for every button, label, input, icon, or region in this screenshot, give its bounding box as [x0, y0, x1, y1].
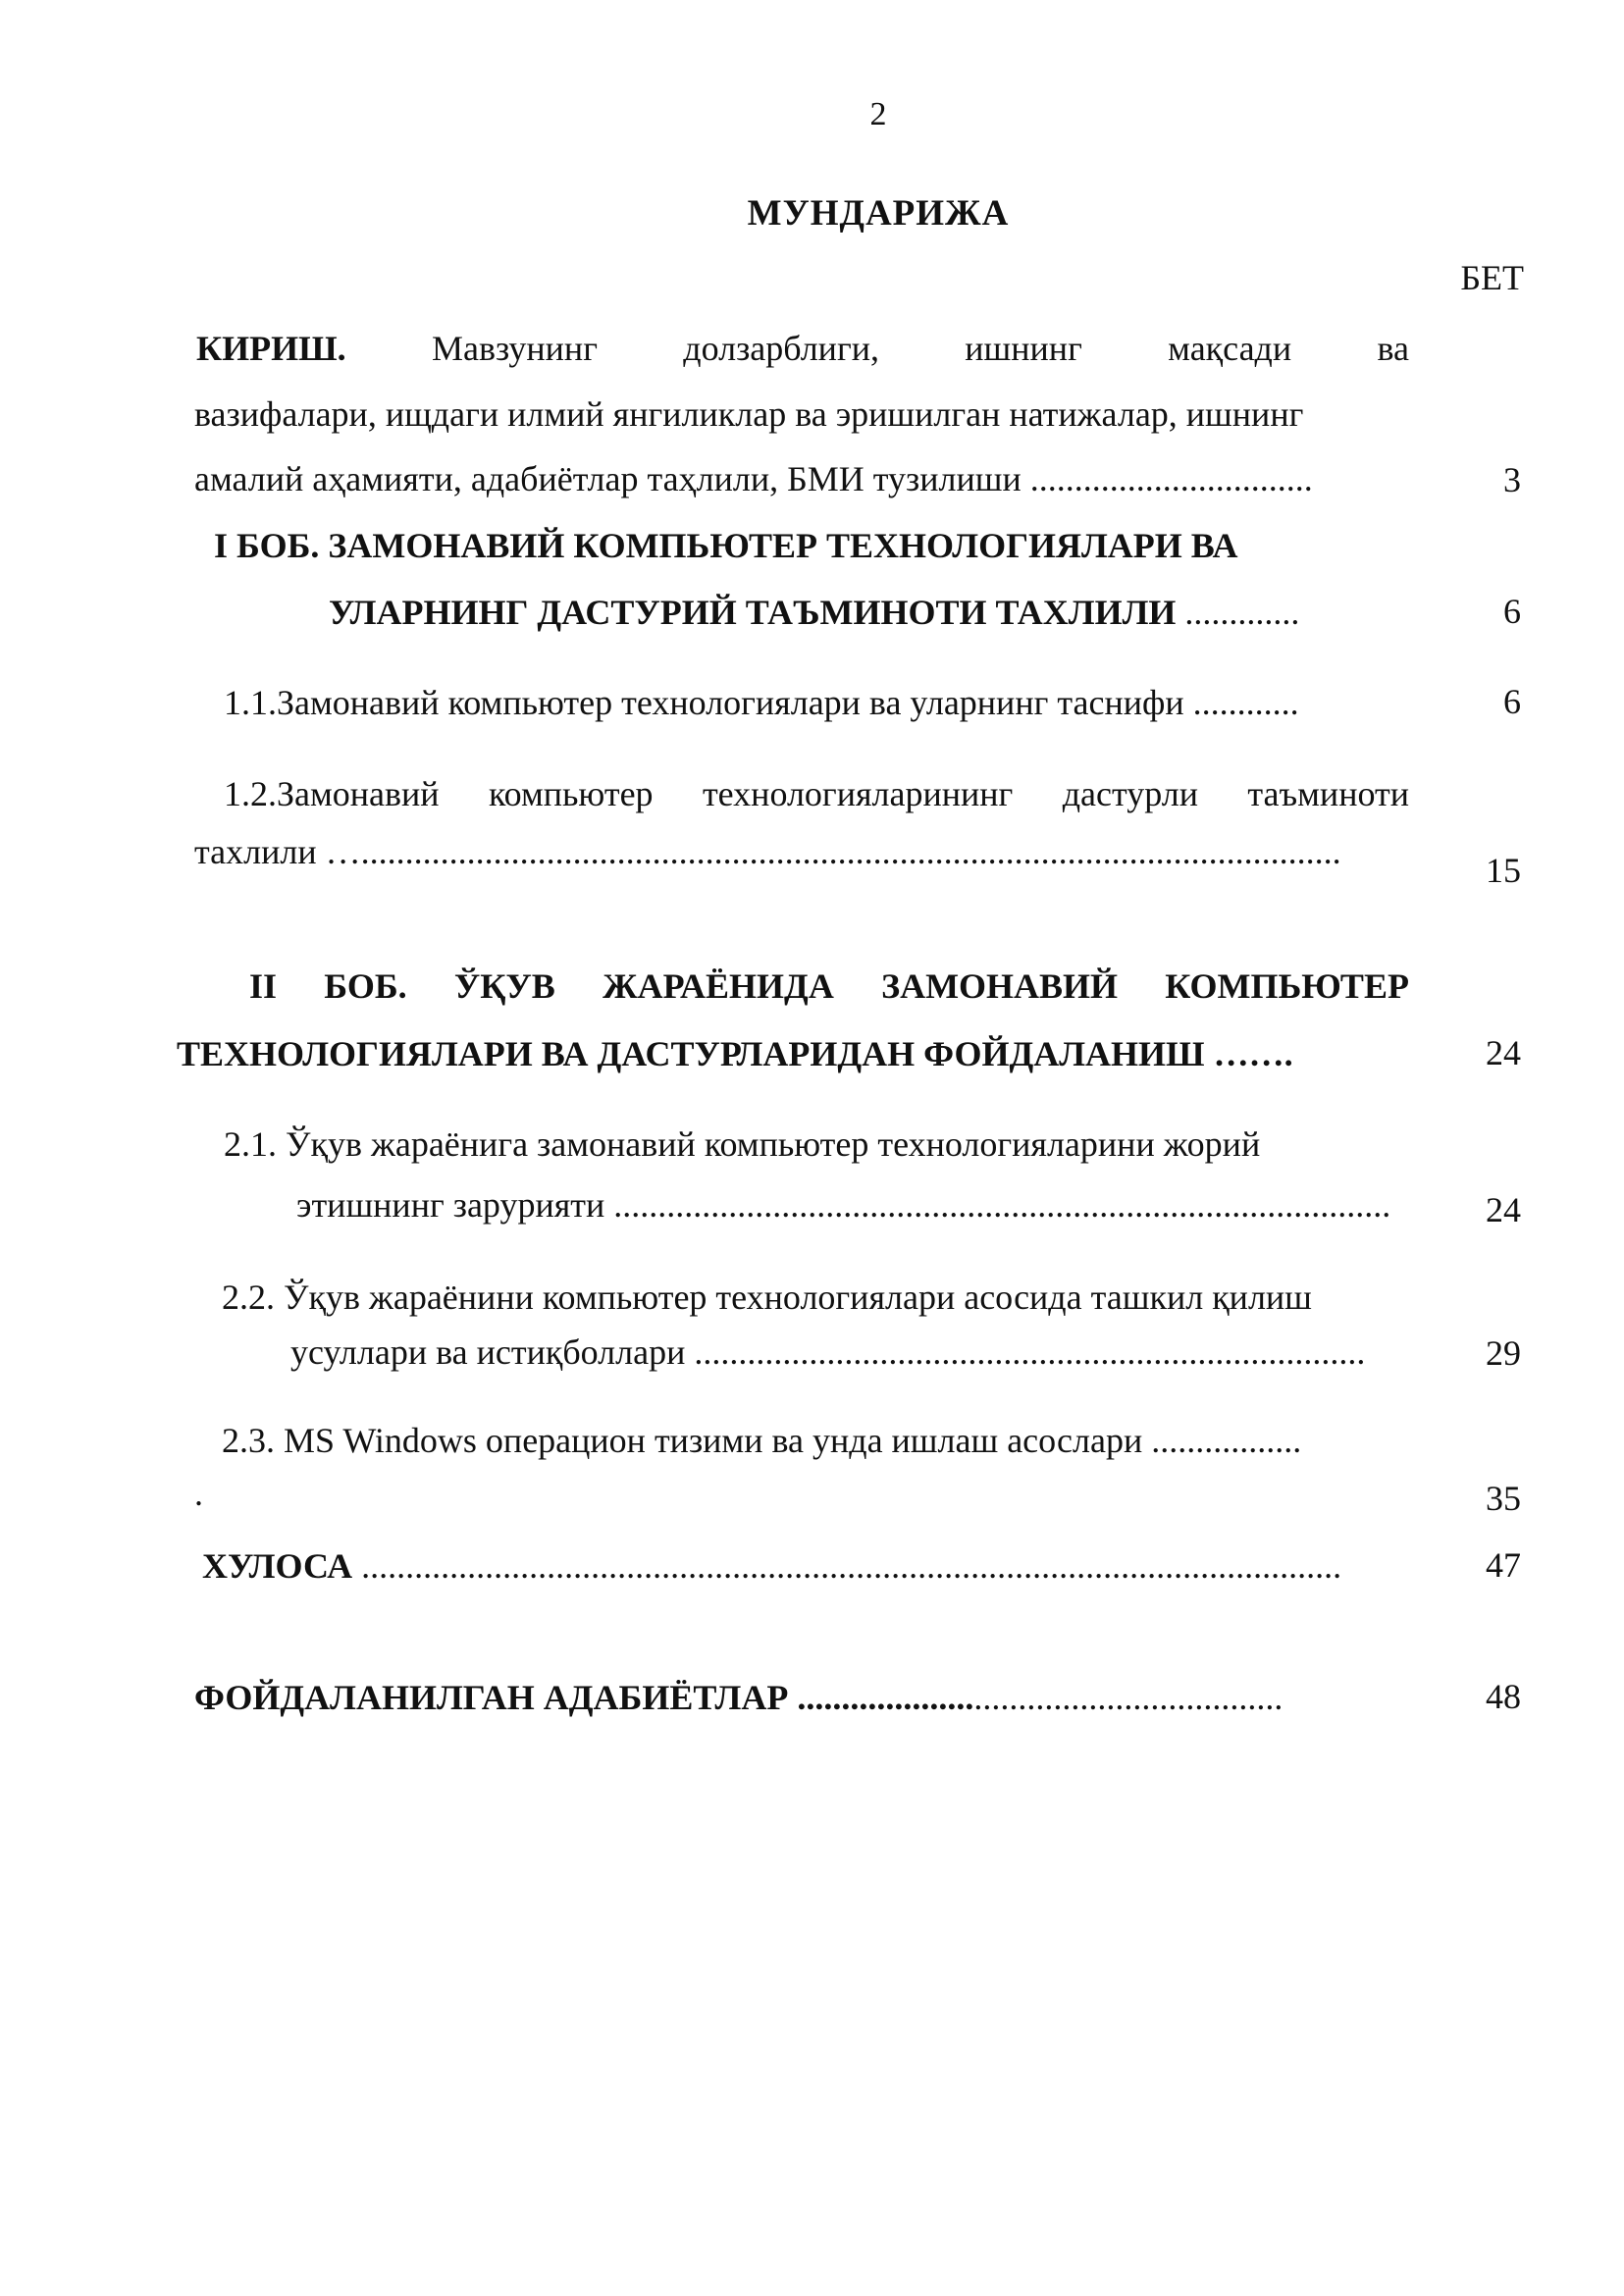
intro-word: ишнинг — [965, 329, 1082, 368]
chapter-1-line-2 — [329, 591, 1299, 634]
references-label: ФОЙДАЛАНИЛГАН АДАБИЁТЛАР — [194, 1678, 789, 1717]
references-page: 48 — [1486, 1677, 1521, 1716]
section-2-3-line-1: 2.3. MS Windows операцион тизими ва унда ишлаш асослари ................. — [222, 1421, 1302, 1460]
intro-page: 3 — [1503, 460, 1521, 499]
chapter-1-page: 6 — [1503, 592, 1521, 631]
page-column-header: БЕТ — [1460, 258, 1524, 297]
section-1-2-page: 15 — [1486, 851, 1521, 890]
intro-line-3: амалий аҳамияти, адабиётлар таҳлили, БМИ тузилиши ................................ — [194, 459, 1313, 498]
chapter-2-word: КОМПЬЮТЕР — [1165, 966, 1409, 1006]
intro-word: долзарблиги, — [683, 329, 879, 368]
chapter-2-word: ЎҚУВ — [453, 966, 555, 1006]
section-1-2-word: таъминоти — [1247, 774, 1409, 813]
intro-line-1 — [196, 328, 1409, 369]
intro-line-2: вазифалари, ищдаги илмий янгиликлар ва эришилган натижалар, ишнинг — [194, 394, 1304, 434]
section-2-2-page: 29 — [1486, 1333, 1521, 1373]
section-2-2-line-1: 2.2. Ўқув жараёнини компьютер технологиялари асосида ташкил қилиш — [222, 1278, 1312, 1317]
conclusion-dots: ............................................................................................................... — [352, 1546, 1342, 1586]
intro-label: КИРИШ. — [196, 329, 346, 368]
section-2-1-page: 24 — [1486, 1190, 1521, 1229]
section-1-1-page: 6 — [1503, 682, 1521, 721]
chapter-2-line-1 — [249, 965, 1409, 1007]
toc-title: МУНДАРИЖА — [747, 193, 1010, 234]
section-1-2-word: дастурли — [1062, 774, 1198, 813]
chapter-1-line-1: I БОБ. ЗАМОНАВИЙ КОМПЬЮТЕР ТЕХНОЛОГИЯЛАРИ ВА — [214, 526, 1238, 565]
conclusion-line — [202, 1544, 1411, 1588]
conclusion-label: ХУЛОСА — [202, 1546, 353, 1586]
section-1-1-text: 1.1.Замонавий компьютер технологиялари ва уларнинг таснифи ............ — [224, 683, 1299, 722]
chapter-1-dots: ............. — [1176, 593, 1300, 632]
section-2-1-line-1: 2.1. Ўқув жараёнига замонавий компьютер технологияларини жорий — [224, 1124, 1261, 1164]
chapter-2-word: БОБ. — [324, 966, 407, 1006]
chapter-2-word: ЗАМОНАВИЙ — [881, 966, 1119, 1006]
section-2-2-line-2: усуллари ва истиқболлари ............................................................................ — [290, 1332, 1366, 1372]
section-1-2-word: 1.2.Замонавий — [224, 774, 440, 813]
section-1-2-word: технологияларининг — [702, 774, 1014, 813]
intro-word: мақсади — [1168, 329, 1292, 368]
page-number: 2 — [869, 96, 887, 132]
chapter-1-title: УЛАРНИНГ ДАСТУРИЙ ТАЪМИНОТИ ТАХЛИЛИ — [329, 593, 1177, 632]
section-1-2-line-2: тахлили …............................................................................................................... — [194, 832, 1341, 871]
section-2-3-page: 35 — [1486, 1479, 1521, 1518]
section-2-3-line-2: . — [194, 1474, 203, 1513]
chapter-2-word: II — [249, 966, 278, 1006]
references-dots: ................................... — [973, 1678, 1283, 1717]
chapter-2-word: ЖАРАЁНИДА — [602, 966, 834, 1006]
chapter-2-page: 24 — [1486, 1033, 1521, 1072]
references-dots-bold: .................... — [788, 1678, 974, 1717]
chapter-2-line-2: ТЕХНОЛОГИЯЛАРИ ВА ДАСТУРЛАРИДАН ФОЙДАЛАНИШ ……. — [177, 1034, 1293, 1073]
section-2-1-line-2: этишнинг зарурияти ........................................................................................ — [296, 1185, 1391, 1225]
section-1-2-word: компьютер — [488, 774, 654, 813]
references-line — [194, 1676, 1411, 1719]
intro-word: ва — [1377, 329, 1409, 368]
section-1-2-line-1 — [224, 773, 1409, 814]
conclusion-page: 47 — [1486, 1545, 1521, 1585]
intro-word: Мавзунинг — [431, 329, 598, 368]
